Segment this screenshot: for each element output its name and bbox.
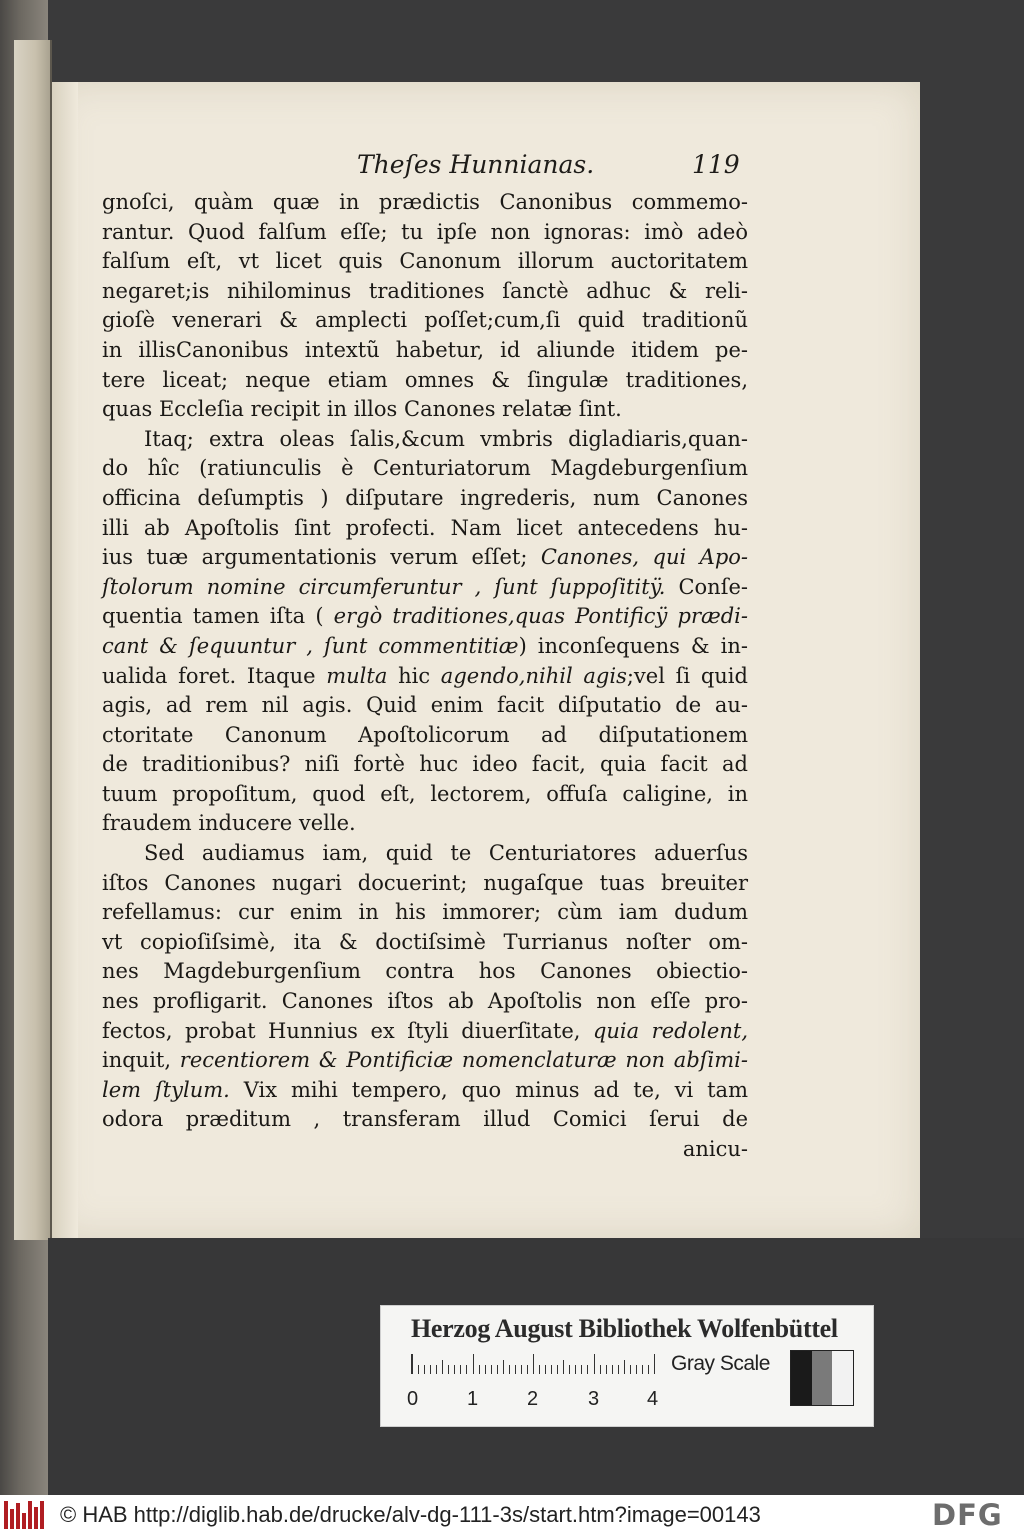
text-span: ualida foret. Itaque <box>102 663 327 688</box>
ruler-tick <box>521 1365 522 1374</box>
ruler-tick <box>527 1365 528 1374</box>
dfg-logo[interactable]: DFG <box>932 1498 1003 1532</box>
text-span: officina deſumptis ) diſputare ingrederis, num Canones <box>102 485 748 510</box>
italic-text: ergò traditiones,quas Pontificÿ prædi- <box>333 604 748 629</box>
text-span: Itaq; extra oleas ſalis,&cum vmbris digladiaris,quan- <box>144 426 748 451</box>
text-line <box>102 454 748 484</box>
text-line <box>102 662 748 692</box>
text-line <box>102 1017 748 1047</box>
ruler-tick <box>551 1365 552 1374</box>
text-line <box>102 809 748 839</box>
swatch-gray <box>812 1351 833 1405</box>
text-span: Conſe- <box>665 574 748 599</box>
text-line <box>102 336 748 366</box>
book-page <box>52 82 920 1238</box>
ruler-tick <box>612 1365 613 1374</box>
measurement-ruler <box>411 1354 660 1374</box>
ruler-tick <box>460 1365 461 1374</box>
text-span: odora præditum , transferam illud Comici ſerui de <box>102 1107 748 1132</box>
ruler-tick <box>636 1365 637 1374</box>
ruler-tick <box>503 1360 504 1374</box>
italic-text: agendo,nihil agis <box>440 663 627 688</box>
ruler-tick <box>581 1365 582 1374</box>
running-head: Theſes Hunnianas. <box>357 150 595 179</box>
ruler-tick <box>594 1354 595 1374</box>
ruler-tick <box>624 1360 625 1374</box>
text-span: refellamus: cur enim in his immorer; cùm iam dudum <box>102 900 748 925</box>
ruler-tick <box>442 1360 443 1374</box>
text-span: de traditionibus? niſi fortè huc ideo facit, quia facit ad <box>102 752 748 777</box>
text-span: inquit, <box>102 1048 180 1073</box>
text-span: Vix mihi tempero, quo minus ad te, vi tam <box>229 1077 748 1102</box>
text-line <box>102 1076 748 1106</box>
text-line <box>102 869 748 899</box>
italic-text: quia redolent, <box>592 1018 748 1043</box>
text-span: nes Magdeburgenſium contra hos Canones obiectio- <box>102 959 748 984</box>
ruler-tick <box>430 1365 431 1374</box>
italic-text: cant & ſequuntur , ſunt commentitiæ <box>102 633 519 658</box>
body-text <box>102 188 748 1165</box>
italic-text: ſtolorum nomine circumferuntur , ſunt ſuppoſititÿ. <box>102 574 666 599</box>
text-line <box>102 632 748 662</box>
text-span: anicu- <box>682 1137 748 1161</box>
ruler-number: 3 <box>588 1388 600 1410</box>
text-line <box>102 1105 748 1135</box>
text-line <box>102 484 748 514</box>
text-line <box>102 514 748 544</box>
text-span: ) inconſequens & in- <box>518 633 748 658</box>
ruler-tick <box>545 1365 546 1374</box>
color-target-card <box>380 1305 874 1427</box>
ruler-tick <box>606 1365 607 1374</box>
page-number: 119 <box>692 150 740 179</box>
text-span: nes profligarit. Canones iſtos ab Apoſtolis non eſſe pro- <box>102 989 748 1014</box>
ruler-tick <box>424 1365 425 1374</box>
ruler-tick <box>648 1365 649 1374</box>
text-span: illi ab Apoſtolis ſint profecti. Nam licet antecedens hu- <box>102 515 748 540</box>
ruler-number: 4 <box>647 1388 659 1410</box>
text-span: fraudem inducere velle. <box>102 811 356 836</box>
text-span: do hîc (ratiunculis è Centuriatorum Magdeburgenſium <box>102 456 748 481</box>
text-span: negaret;is nihilominus traditiones ſanctè adhuc & reli- <box>102 278 748 303</box>
ruler-number: 2 <box>527 1388 539 1410</box>
ruler-number: 0 <box>407 1388 419 1410</box>
text-span: ;vel ſi quid <box>626 663 748 688</box>
italic-text: Canones, qui Apo- <box>540 545 749 570</box>
footer-url-text[interactable]: © HAB http://diglib.hab.de/drucke/alv-dg-111-3s/start.htm?image=00143 <box>60 1502 761 1527</box>
text-span: rantur. Quod falſum eſſe; tu ipſe non ignoras: imò adeò <box>102 219 748 244</box>
ruler-tick <box>587 1365 588 1374</box>
text-span: quentia tamen iſta ( <box>102 604 334 629</box>
text-line <box>102 750 748 780</box>
ruler-tick <box>473 1354 474 1374</box>
text-span: falſum eſt, vt licet quis Canonum illorum auctoritatem <box>102 249 748 274</box>
text-span: vt copioſiſsimè, ita & doctiſsimè Turrianus noſter om- <box>102 929 748 954</box>
library-name: Herzog August Bibliothek Wolfenbüttel <box>411 1314 838 1343</box>
text-line <box>102 987 748 1017</box>
ruler-tick <box>454 1365 455 1374</box>
ruler-tick <box>563 1360 564 1374</box>
ruler-tick <box>485 1365 486 1374</box>
text-span: ctoritate Canonum Apoſtolicorum ad diſputationem <box>102 722 748 747</box>
text-span: agis, ad rem nil agis. Quid enim facit diſputatio de au- <box>102 693 748 718</box>
ruler-tick <box>569 1365 570 1374</box>
swatch-white <box>832 1351 853 1405</box>
ruler-tick <box>448 1365 449 1374</box>
ruler-tick <box>539 1365 540 1374</box>
text-line <box>102 928 748 958</box>
ruler-tick <box>412 1354 413 1374</box>
text-line <box>102 1135 748 1165</box>
ruler-tick <box>642 1365 643 1374</box>
italic-text: lem ſtylum. <box>102 1077 230 1102</box>
ruler-tick <box>479 1365 480 1374</box>
ruler-tick <box>436 1365 437 1374</box>
text-span: gioſè venerari & amplecti poſſet;cum,ſi quid traditionũ <box>102 308 748 333</box>
text-line <box>102 573 748 603</box>
text-line <box>102 247 748 277</box>
text-line <box>102 543 748 573</box>
text-span: in illisCanonibus intextũ habetur, id aliunde itidem pe- <box>102 337 748 362</box>
gray-scale-label: Gray Scale <box>671 1352 770 1375</box>
gray-scale-swatch <box>790 1350 854 1406</box>
ruler-tick <box>418 1365 419 1374</box>
ruler-tick <box>575 1365 576 1374</box>
text-line <box>102 188 748 218</box>
text-span: ius tuæ argumentationis verum eſſet; <box>102 545 541 570</box>
ruler-tick <box>600 1365 601 1374</box>
ruler-tick <box>618 1365 619 1374</box>
ruler-tick <box>557 1365 558 1374</box>
text-line <box>102 277 748 307</box>
ruler-tick <box>509 1365 510 1374</box>
text-line <box>102 839 748 869</box>
ruler-tick <box>466 1365 467 1374</box>
text-line <box>102 218 748 248</box>
text-line <box>102 306 748 336</box>
ruler-tick <box>654 1354 655 1374</box>
ruler-number: 1 <box>467 1388 479 1410</box>
text-line <box>102 780 748 810</box>
text-span: tuum propoſitum, quod eſt, lectorem, offuſa caligine, in <box>102 781 748 806</box>
text-span: hic <box>387 663 441 688</box>
italic-text: recentiorem & Pontificiæ nomenclaturæ non abſimi- <box>179 1048 748 1073</box>
text-line <box>102 1046 748 1076</box>
page-gutter-shadow <box>52 82 78 1238</box>
ruler-tick <box>533 1354 534 1374</box>
text-span: iſtos Canones nugari docuerint; nugaſque tuas breuiter <box>102 870 748 895</box>
hab-logo-icon[interactable] <box>4 1501 46 1529</box>
ruler-tick <box>630 1365 631 1374</box>
text-line <box>102 721 748 751</box>
text-line <box>102 602 748 632</box>
text-line <box>102 395 748 425</box>
previous-page-edge <box>14 40 52 1240</box>
footer-bar <box>0 1495 1024 1535</box>
text-span: gnoſci, quàm quæ in prædictis Canonibus commemo- <box>102 190 748 214</box>
ruler-tick <box>497 1365 498 1374</box>
text-line <box>102 425 748 455</box>
text-line <box>102 957 748 987</box>
text-span: fectos, probat Hunnius ex ſtyli diuerſitate, <box>102 1018 593 1043</box>
text-span: Sed audiamus iam, quid te Centuriatores aduerſus <box>144 841 748 866</box>
text-line <box>102 898 748 928</box>
swatch-black <box>791 1351 812 1405</box>
text-span: quas Eccleſia recipit in illos Canones relatæ ſint. <box>102 397 622 422</box>
italic-text: multa <box>326 663 388 688</box>
text-line <box>102 691 748 721</box>
text-line <box>102 366 748 396</box>
ruler-tick <box>491 1365 492 1374</box>
text-span: tere liceat; neque etiam omnes & ſingulæ traditiones, <box>102 367 748 392</box>
ruler-tick <box>515 1365 516 1374</box>
